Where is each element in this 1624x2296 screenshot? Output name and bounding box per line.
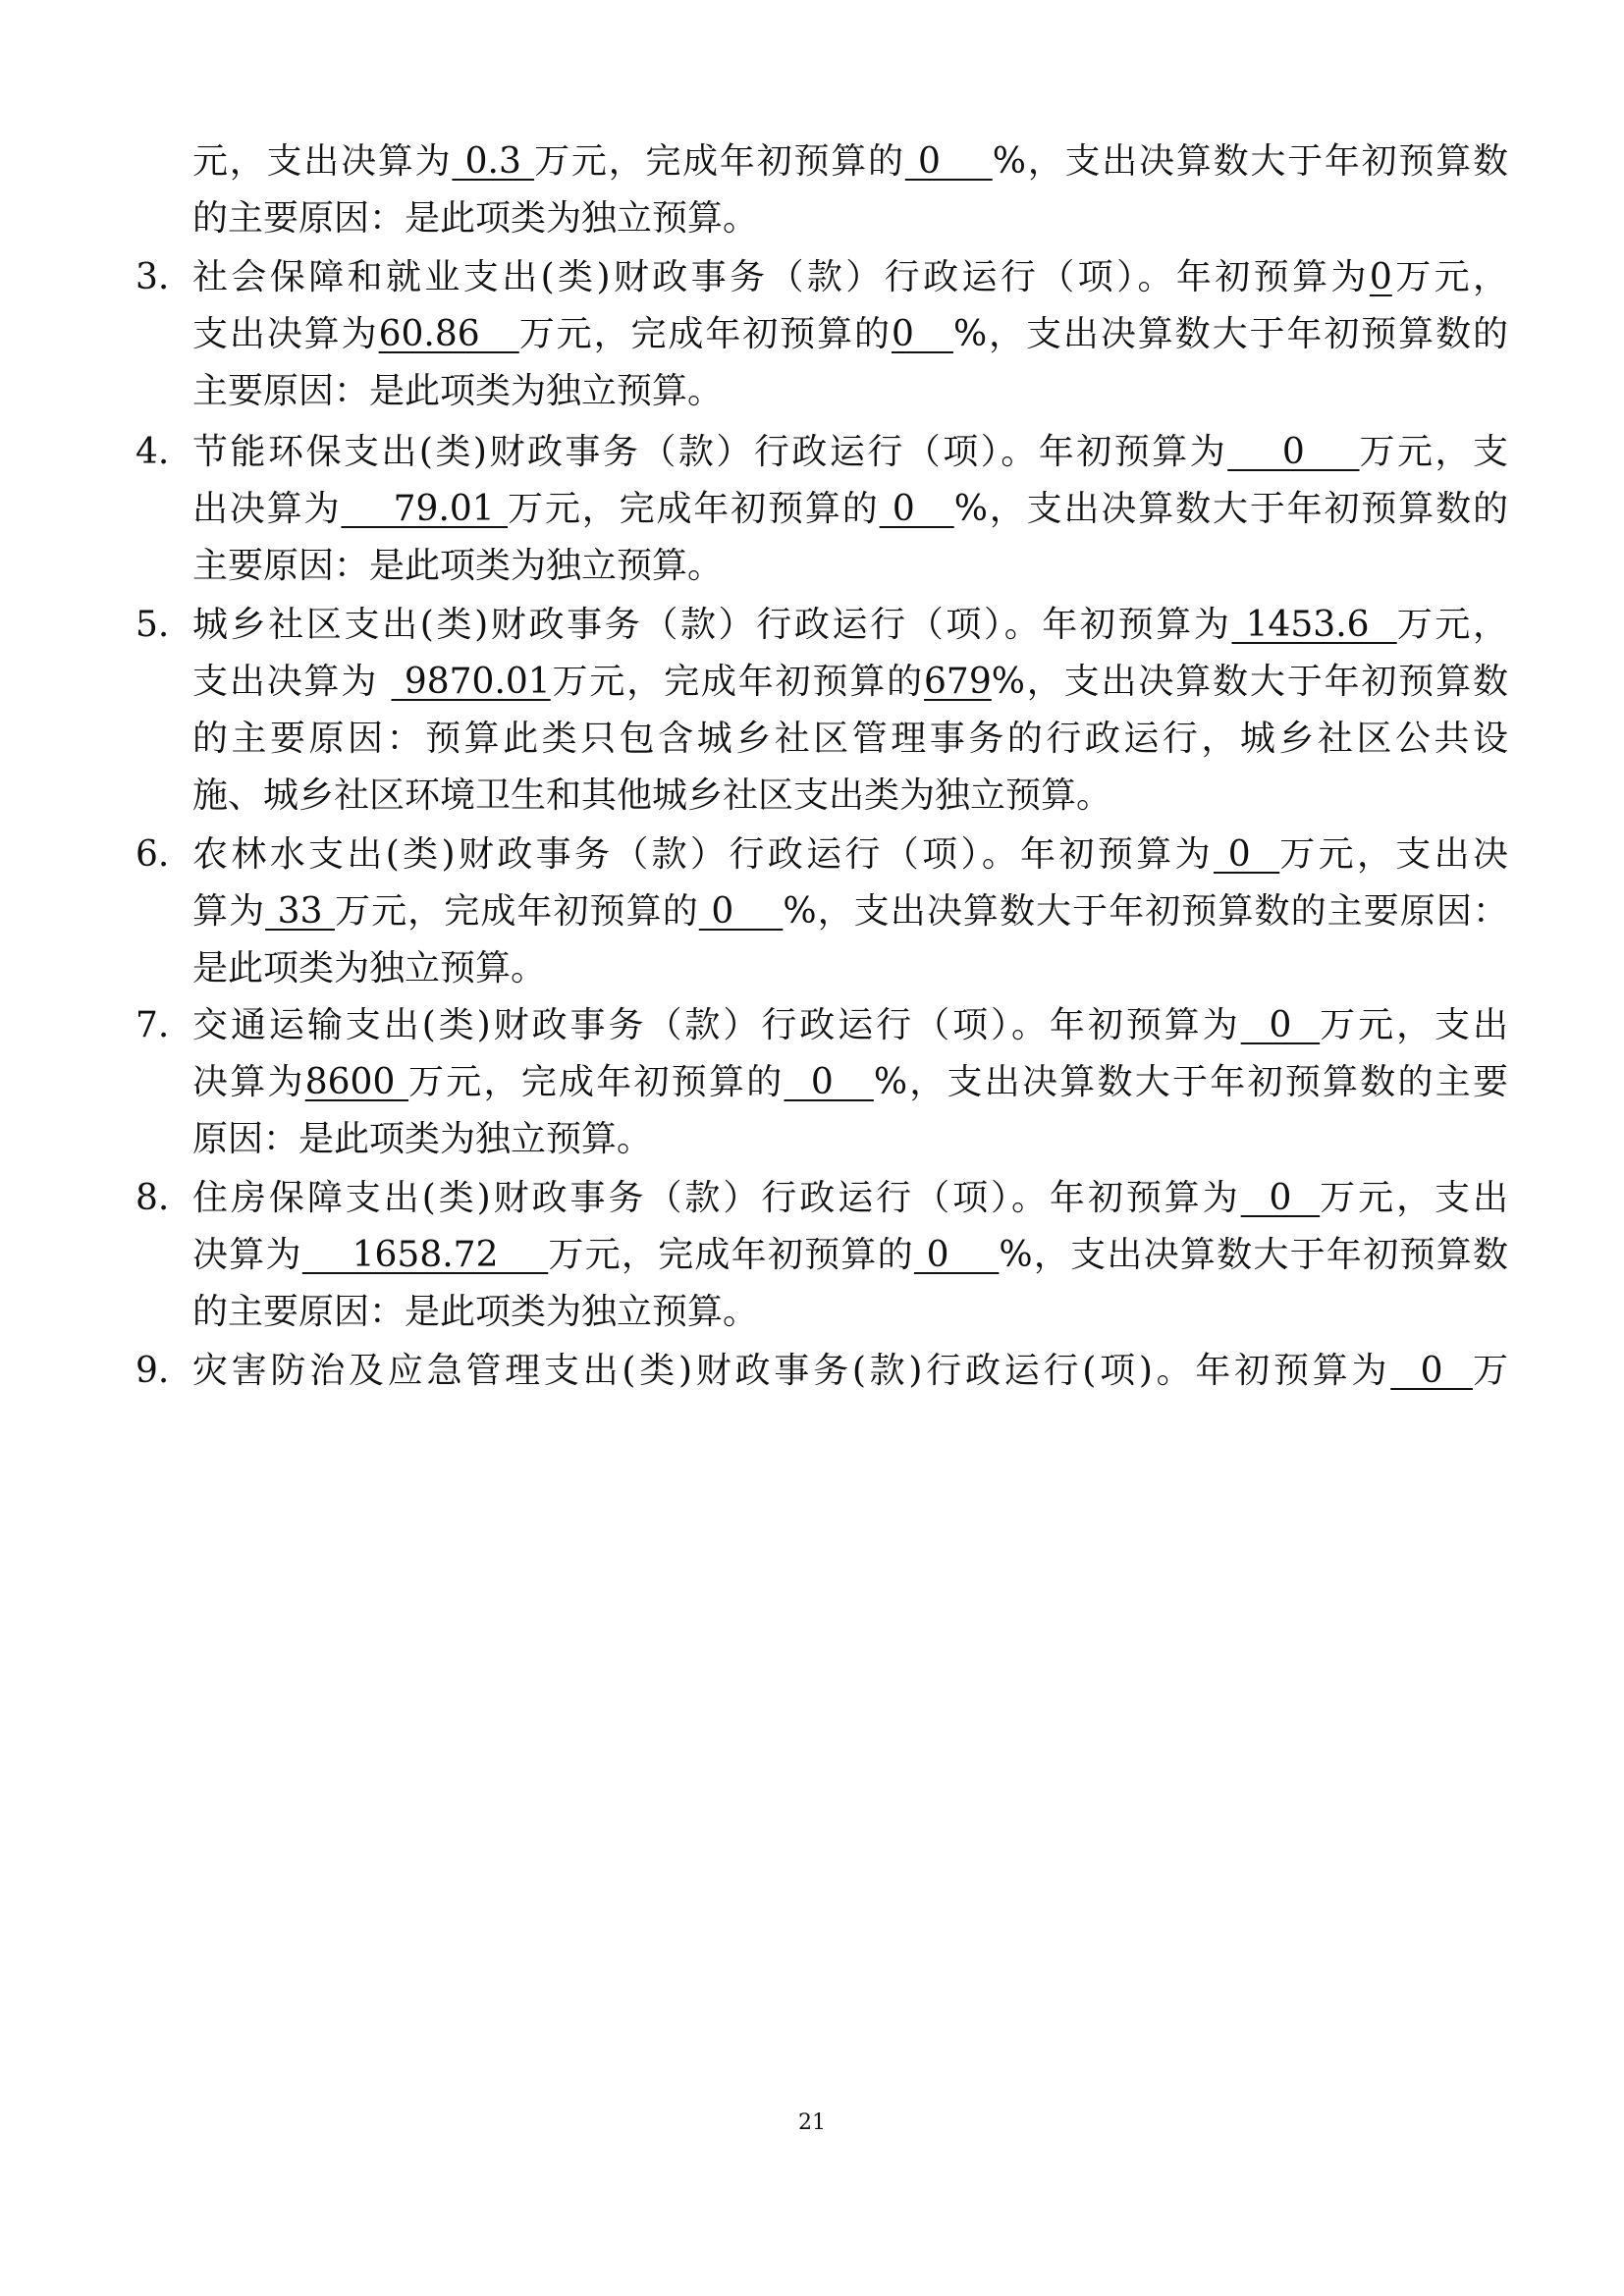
text-run: 万元，完成年初预算的 <box>408 1062 785 1102</box>
paragraph-line <box>192 772 1508 821</box>
underlined-value: 1658.72 <box>301 1235 549 1275</box>
paragraph-line <box>192 715 1508 764</box>
text-run: 主要原因：是此项类为独立预算。 <box>192 546 724 586</box>
text-run: %，支出决算数大于年初预算数 <box>991 662 1508 702</box>
item-number: 5. <box>135 605 170 645</box>
underlined-value: 1453.6 <box>1231 605 1397 645</box>
paragraph-line <box>192 428 1508 477</box>
paragraph-line <box>192 310 1508 359</box>
paragraph-line <box>192 542 1508 591</box>
text-run: 灾害防治及应急管理支出(类)财政事务(款)行政运行(项)。年初预算为 <box>192 1351 1391 1391</box>
paragraph-line <box>192 1288 1508 1337</box>
text-run: 的主要原因：是此项类为独立预算。 <box>192 198 759 239</box>
underlined-value: 0.3 <box>452 141 535 182</box>
item-number: 4. <box>135 432 170 472</box>
page-number: 21 <box>798 2110 826 2135</box>
text-run: 万元， <box>1391 257 1508 297</box>
text-run: 万元，支 <box>1359 432 1508 472</box>
text-run: 住房保障支出(类)财政事务（款）行政运行（项）。年初预算为 <box>192 1178 1241 1218</box>
paragraph-line <box>192 658 1508 707</box>
text-run: %，支出决算数大于年初预算数的主要 <box>873 1062 1508 1102</box>
text-run: 万元，完成年初预算的 <box>550 662 925 702</box>
underlined-value: 0 <box>904 141 993 182</box>
text-run: 万元，完成年初预算的 <box>508 489 880 529</box>
underlined-value: 0 <box>784 1062 874 1102</box>
text-run: 施、城乡社区环境卫生和其他城乡社区支出类为独立预算。 <box>192 775 1112 816</box>
text-run: 万元，支出 <box>1320 1178 1508 1218</box>
underlined-value: 9870.01 <box>391 662 551 702</box>
underlined-value: 0 <box>1369 257 1392 297</box>
paragraph-line <box>192 601 1508 650</box>
text-run: 万 <box>1472 1351 1508 1391</box>
text-run: 决算为 <box>192 1062 305 1102</box>
item-number: 6. <box>135 834 170 875</box>
text-run: 交通运输支出(类)财政事务（款）行政运行（项）。年初预算为 <box>192 1005 1241 1045</box>
paragraph-line <box>192 1231 1508 1280</box>
paragraph-line <box>192 253 1508 302</box>
paragraph-line <box>192 830 1508 880</box>
text-run: 城乡社区支出(类)财政事务（款）行政运行（项）。年初预算为 <box>192 605 1232 645</box>
text-run: 万元， <box>1396 605 1508 645</box>
paragraph-line <box>192 367 1508 416</box>
underlined-value: 0 <box>1390 1351 1473 1391</box>
text-run: 万元，支出决 <box>1279 834 1508 875</box>
paragraph-line <box>192 944 1508 993</box>
text-run: 万元，完成年初预算的 <box>548 1235 914 1275</box>
text-run: 万元，完成年初预算的 <box>335 891 699 932</box>
text-run: 万元，完成年初预算的 <box>534 141 905 182</box>
text-run: %，支出决算数大于年初预算数的主要原因： <box>783 891 1508 932</box>
text-run: 决算为 <box>192 1235 302 1275</box>
paragraph-line <box>192 1347 1508 1396</box>
underlined-value: 8600 <box>304 1062 409 1102</box>
text-run: 支出决算为 <box>192 314 379 354</box>
text-run: 元，支出决算为 <box>192 141 453 182</box>
paragraph-line <box>192 1174 1508 1223</box>
paragraph-line <box>192 887 1508 936</box>
underlined-value: 0 <box>1213 834 1280 875</box>
text-run: 农林水支出(类)财政事务（款）行政运行（项）。年初预算为 <box>192 834 1214 875</box>
text-run: 的主要原因：是此项类为独立预算。 <box>192 1292 759 1332</box>
item-number: 7. <box>135 1005 170 1045</box>
paragraph-line <box>192 1001 1508 1050</box>
paragraph-line <box>192 1058 1508 1107</box>
item-number: 8. <box>135 1178 170 1218</box>
text-run: 万元，支出 <box>1320 1005 1508 1045</box>
text-run: 出决算为 <box>192 489 342 529</box>
underlined-value: 0 <box>1227 432 1360 472</box>
underlined-value: 0 <box>913 1235 1000 1275</box>
text-run: %，支出决算数大于年初预算数 <box>992 141 1508 182</box>
paragraph-line <box>192 194 1508 243</box>
underlined-value: 679 <box>924 662 992 702</box>
underlined-value: 0 <box>879 489 954 529</box>
text-run: %，支出决算数大于年初预算数的 <box>953 489 1508 529</box>
underlined-value: 33 <box>265 891 336 932</box>
text-run: 主要原因：是此项类为独立预算。 <box>192 371 724 411</box>
paragraph-line <box>192 137 1508 187</box>
text-run: 原因：是此项类为独立预算。 <box>192 1119 653 1159</box>
text-run: 的主要原因：预算此类只包含城乡社区管理事务的行政运行，城乡社区公共设 <box>192 719 1508 759</box>
text-run: 算为 <box>192 891 266 932</box>
text-run: %，支出决算数大于年初预算数 <box>999 1235 1508 1275</box>
underlined-value: 0 <box>698 891 784 932</box>
underlined-value: 0 <box>891 314 953 354</box>
paragraph-line <box>192 485 1508 534</box>
text-run: 社会保障和就业支出(类)财政事务（款）行政运行（项）。年初预算为 <box>192 257 1370 297</box>
text-run: 节能环保支出(类)财政事务（款）行政运行（项）。年初预算为 <box>192 432 1228 472</box>
underlined-value: 0 <box>1240 1005 1321 1045</box>
text-run: 万元，完成年初预算的 <box>518 314 892 354</box>
item-number: 9. <box>135 1351 170 1391</box>
item-number: 3. <box>135 257 170 297</box>
text-run: %，支出决算数大于年初预算数的 <box>952 314 1508 354</box>
paragraph-line <box>192 1115 1508 1164</box>
text-run: 支出决算为 <box>192 662 392 702</box>
underlined-value: 0 <box>1240 1178 1321 1218</box>
underlined-value: 60.86 <box>378 314 519 354</box>
text-run: 是此项类为独立预算。 <box>192 948 547 988</box>
underlined-value: 79.01 <box>341 489 509 529</box>
